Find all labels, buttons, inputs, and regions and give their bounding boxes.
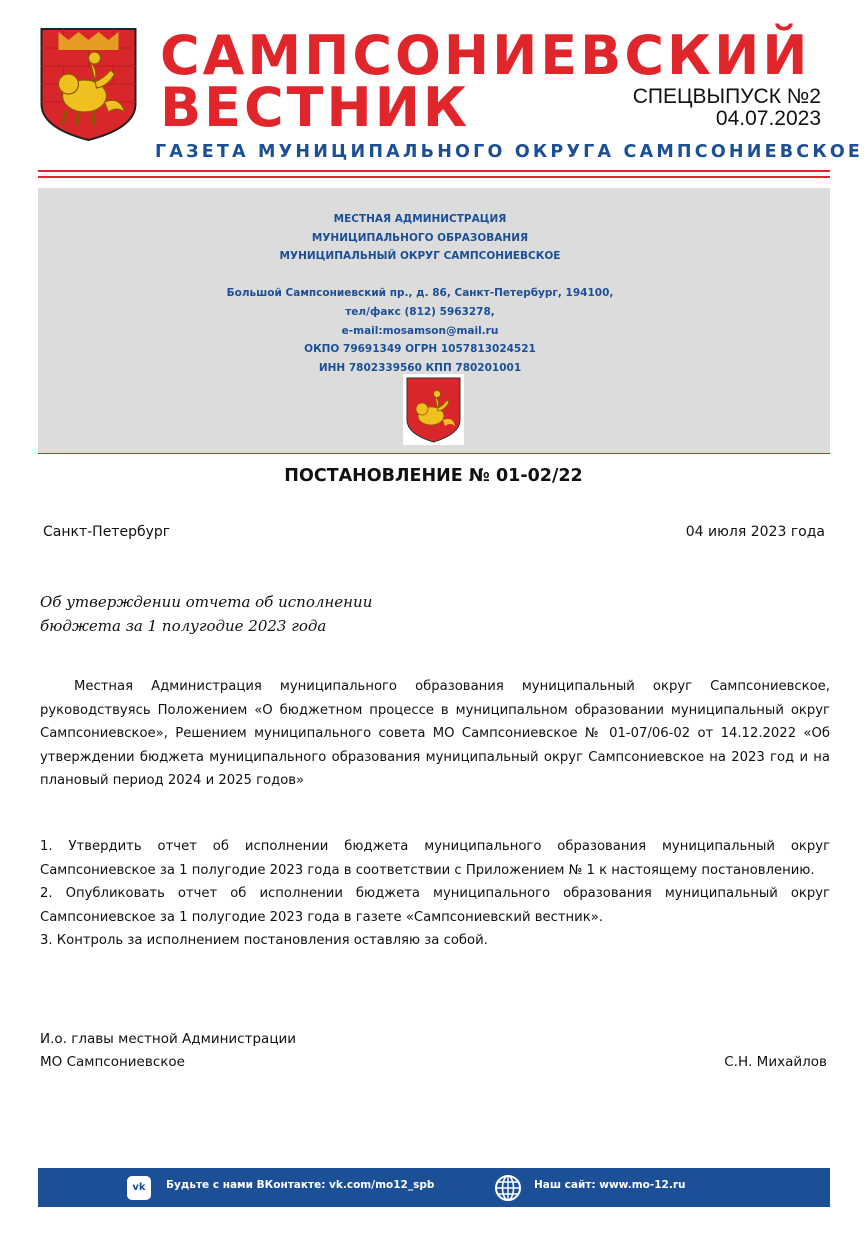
issue-label: СПЕЦВЫПУСК №2 (632, 85, 821, 108)
coat-of-arms-icon (38, 26, 139, 142)
masthead-divider-bottom (38, 176, 830, 178)
okpo-line: ОКПО 79691349 ОГРН 1057813024521 (304, 343, 536, 356)
resolution-item: 2. Опубликовать отчет об исполнении бюджета муниципального образования муниципальный округ Сампсониевское за 1 полугодие 2023 года в газете «Сампсониевский вестник». (40, 886, 830, 925)
administration-header (38, 188, 830, 454)
newspaper-title-line1: САМПСОНИЕВСКИЙ (160, 24, 811, 87)
footer-bar (38, 1168, 830, 1207)
admin-line: МУНИЦИПАЛЬНЫЙ ОКРУГ САМПСОНИЕВСКОЕ (279, 250, 561, 263)
administration-details (38, 210, 802, 377)
address-line: Большой Сампсониевский пр., д. 86, Санкт-Петербург, 194100, (226, 287, 614, 300)
website-link[interactable]: Наш сайт: www.mo-12.ru (534, 1179, 686, 1191)
resolution-item: 1. Утвердить отчет об исполнении бюджета муниципального образования муниципальный округ Сампсониевское за 1 полугодие 2023 года в соответствии с Приложением № 1 к настоящему постановлению. (40, 839, 830, 878)
document-preamble: Местная Администрация муниципального образования муниципальный округ Сампсониевское, руководствуясь Положением «О бюджетном процессе в муниципальном образовании муниципальный округ Сампсониевское», Решением муниципального совета МО Сампсониевское № 01-07/06-02 от 14.12.2022 «Об утверждении бюджета муниципального образования муниципальный округ Сампсониевское на 2023 год и на плановый период 2024 и 2025 годов» (40, 679, 830, 788)
coat-of-arms-small-icon (403, 374, 464, 445)
globe-icon (494, 1174, 522, 1202)
signer-name: С.Н. Михайлов (724, 1054, 827, 1070)
email-line: e-mail:mosamson@mail.ru (341, 324, 499, 337)
admin-line: МУНИЦИПАЛЬНОГО ОБРАЗОВАНИЯ (311, 231, 529, 244)
admin-divider (38, 453, 830, 454)
vk-icon[interactable]: vk (127, 1176, 151, 1200)
signer-title (40, 1028, 296, 1074)
document-subject (40, 590, 372, 638)
resolution-items (40, 835, 830, 953)
newspaper-title-line2: ВЕСТНИК (160, 76, 471, 139)
subject-line: бюджета за 1 полугодие 2023 года (40, 617, 327, 635)
masthead-divider-top (38, 170, 830, 172)
issue-info (633, 86, 821, 130)
issue-date: 04.07.2023 (715, 107, 821, 130)
document-city: Санкт-Петербург (43, 524, 171, 540)
newspaper-subtitle: ГАЗЕТА МУНИЦИПАЛЬНОГО ОКРУГА САМПСОНИЕВСКОЕ (155, 142, 864, 162)
document-title: ПОСТАНОВЛЕНИЕ № 01-02/22 (284, 466, 583, 486)
signer-title-line: МО Сампсониевское (40, 1054, 185, 1070)
admin-line: МЕСТНАЯ АДМИНИСТРАЦИЯ (333, 213, 507, 225)
document-date: 04 июля 2023 года (685, 524, 825, 540)
resolution-item: 3. Контроль за исполнением постановления оставляю за собой. (40, 933, 488, 948)
vk-link[interactable]: Будьте с нами ВКонтакте: vk.com/mo12_spb (166, 1179, 435, 1191)
masthead (0, 0, 867, 170)
inn-line: ИНН 7802339560 КПП 780201001 (318, 361, 522, 374)
signer-title-line: И.о. главы местной Администрации (40, 1031, 297, 1047)
phone-line: тел/факс (812) 5963278, (345, 305, 495, 318)
subject-line: Об утверждении отчета об исполнении (40, 593, 373, 611)
